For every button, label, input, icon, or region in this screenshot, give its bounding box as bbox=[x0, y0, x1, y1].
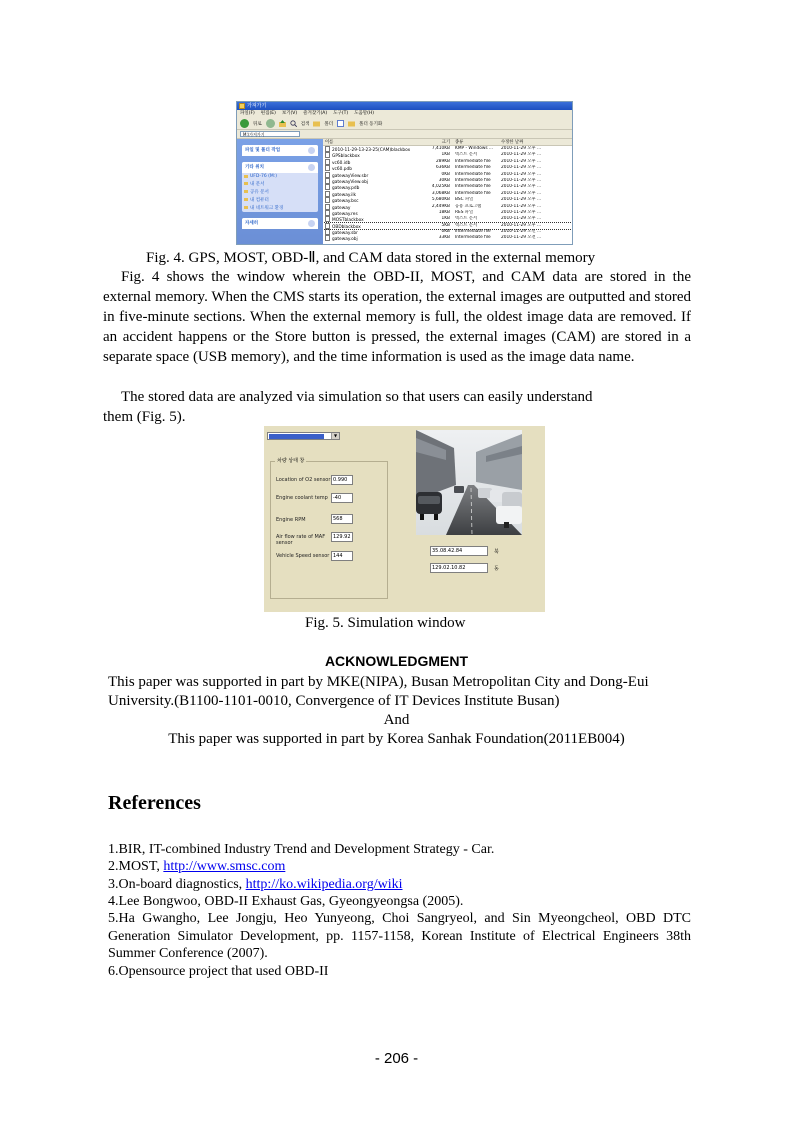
sync-button-label[interactable]: 폴더 동기화 bbox=[359, 121, 383, 127]
field-label: Engine coolant temp bbox=[276, 495, 328, 501]
file-modified: 2010-11-29 오후 ... bbox=[501, 177, 542, 183]
views-icon[interactable] bbox=[337, 120, 344, 127]
file-size: 30KB bbox=[438, 177, 450, 183]
file-size: 0KB bbox=[441, 229, 450, 235]
file-name: 2010-11-29-13-23-25(CAM)blackbox bbox=[323, 146, 425, 152]
file-size: 5,680KB bbox=[431, 197, 450, 203]
acknowledgment-and: And bbox=[383, 712, 410, 728]
back-icon[interactable] bbox=[240, 119, 249, 128]
file-size: 33KB bbox=[438, 235, 450, 241]
acknowledgment-line-1: This paper was supported in part by MKE(NIPA), Busan Metropolitan City and Dong-Eui bbox=[108, 674, 649, 690]
explorer-window-title: 가져가기 bbox=[247, 103, 267, 109]
explorer-toolbar bbox=[237, 118, 572, 130]
file-type: BSC 파일 bbox=[455, 197, 474, 203]
file-name: gatewayView.obj bbox=[323, 178, 425, 184]
file-name: GPSblackbox bbox=[323, 152, 425, 158]
file-type: 텍스트 문서 bbox=[455, 152, 478, 158]
file-name: gateway.bsc bbox=[323, 197, 425, 203]
file-modified: 2010-11-29 오후 ... bbox=[501, 146, 542, 151]
file-name: vc60.pdb bbox=[323, 165, 425, 171]
file-modified: 2010-11-29 오전 ... bbox=[501, 229, 542, 235]
body-paragraph-2-line-1: The stored data are analyzed via simulation so that users can easily understand bbox=[121, 389, 593, 405]
sync-folder-icon[interactable] bbox=[348, 120, 355, 127]
reference-6: 6.Opensource project that used OBD-II bbox=[108, 964, 329, 979]
file-name: gateway.sbr bbox=[323, 229, 425, 235]
file-type: RES 파일 bbox=[455, 209, 474, 215]
reference-2-text: 2.MOST, bbox=[108, 859, 164, 874]
vehicle-status-group bbox=[270, 458, 388, 599]
place-link[interactable]: UFD-76 (M:) bbox=[242, 173, 318, 180]
place-link[interactable]: 공유 문서 bbox=[242, 188, 318, 196]
field-label: Vehicle Speed sensor bbox=[276, 553, 330, 559]
file-name: gateway.res bbox=[323, 210, 425, 216]
file-name: gateway.ilk bbox=[323, 191, 425, 197]
file-modified: 2010-11-29 오후 ... bbox=[501, 190, 542, 196]
column-type[interactable]: 종류 bbox=[455, 140, 464, 145]
place-link[interactable]: 내 컴퓨터 bbox=[242, 196, 318, 204]
coolant-temp-value: -40 bbox=[331, 493, 353, 503]
longitude-value: 129.02.10.82 bbox=[430, 563, 488, 573]
file-size: 18KB bbox=[438, 209, 450, 215]
file-modified: 2010-11-29 오후 ... bbox=[501, 184, 542, 190]
explorer-task-pane bbox=[237, 139, 323, 244]
file-type: Intermediate file bbox=[455, 171, 491, 177]
column-size[interactable]: 크기 bbox=[441, 140, 450, 145]
file-type: Intermediate file bbox=[455, 229, 491, 235]
file-size: 5KB bbox=[441, 222, 450, 228]
page-number: - 206 - bbox=[374, 1050, 419, 1067]
file-type: 텍스트 문서 bbox=[455, 216, 478, 222]
file-list-header bbox=[323, 139, 572, 146]
file-modified: 2010-11-29 오후 ... bbox=[501, 222, 542, 228]
task-panel-title: 기타 위치 bbox=[245, 165, 264, 170]
file-modified: 2010-11-29 오후 ... bbox=[501, 171, 542, 177]
file-type: Intermediate file bbox=[455, 158, 491, 164]
file-modified: 2010-11-29 오후 ... bbox=[501, 152, 542, 158]
reference-3-text: 3.On-board diagnostics, bbox=[108, 877, 246, 892]
up-folder-icon[interactable] bbox=[279, 120, 286, 127]
file-type: 텍스트 문서 bbox=[455, 222, 478, 228]
file-size: 2,449KB bbox=[431, 203, 450, 209]
menu-view[interactable]: 보기(V) bbox=[281, 111, 298, 116]
explorer-title-bar bbox=[237, 102, 572, 110]
port-select-highlight bbox=[269, 434, 324, 439]
file-name: MOSTblackbox bbox=[323, 216, 425, 222]
file-size: 1KB bbox=[441, 152, 450, 158]
file-modified: 2010-11-29 오후 ... bbox=[501, 197, 542, 203]
vehicle-status-group-title: 차량 상태 창 bbox=[277, 458, 305, 464]
maf-airflow-value: 129.92 bbox=[331, 532, 353, 542]
field-label: Engine RPM bbox=[276, 517, 306, 523]
folders-button-label[interactable]: 폴더 bbox=[324, 121, 334, 127]
file-name: gatewayView.sbr bbox=[323, 172, 425, 178]
longitude-unit: 동 bbox=[494, 566, 499, 572]
file-size: 4,025KB bbox=[431, 184, 450, 190]
field-label: Location of O2 sensor bbox=[276, 477, 331, 483]
reference-4: 4.Lee Bongwoo, OBD-II Exhaust Gas, Gyeongyeongsa (2005). bbox=[108, 894, 464, 909]
file-type: Intermediate file bbox=[455, 184, 491, 190]
chevron-icon[interactable] bbox=[308, 147, 315, 154]
vehicle-speed-value: 144 bbox=[331, 551, 353, 561]
latitude-unit: 북 bbox=[494, 549, 499, 555]
file-modified: 2010-11-29 오후 ... bbox=[501, 158, 542, 164]
reference-3-link[interactable]: http://ko.wikipedia.org/wiki bbox=[245, 877, 403, 892]
file-name: gateway.obj bbox=[323, 235, 425, 241]
reference-5: 5.Ha Gwangho, Lee Jongju, Heo Yunyeong, Choi Sangryeol, and Sin Myeongcheol, OBD DTC Generation Simulator Development, pp. 1157-1158, Korean Institute of Electrical Engineers 38th Summer Conference (2007). bbox=[108, 911, 691, 961]
file-size: 1KB bbox=[441, 216, 450, 222]
latitude-value: 35.08.42.84 bbox=[430, 546, 488, 556]
body-paragraph-1: Fig. 4 shows the window wherein the OBD-II, MOST, and CAM data are stored in the external memory. When the CMS starts its operation, the external images are outputted and stored in five-minute sections. When the external memory is full, the oldest image data are removed. If an accident happens or the Store button is pressed, the external images (CAM) are stored in a separate space (USB memory), and the time information is used as the image data name. bbox=[103, 269, 691, 365]
folder-icon bbox=[239, 103, 245, 109]
acknowledgment-line-3: This paper was supported in part by Korea Sanhak Foundation(2011EB004) bbox=[168, 731, 625, 747]
figure-5-simulation-screenshot bbox=[264, 426, 545, 612]
file-modified: 2010-11-29 오후 ... bbox=[501, 209, 542, 215]
file-size: 3,068KB bbox=[431, 190, 450, 196]
file-modified: 2010-11-29 오전 ... bbox=[501, 235, 542, 241]
acknowledgment-line-2: University.(B1100-1101-0010, Convergence of IT Devices Institute Busan) bbox=[108, 693, 560, 709]
engine-rpm-value: 568 bbox=[331, 514, 353, 524]
menu-help[interactable]: 도움말(H) bbox=[354, 111, 375, 116]
file-type: Intermediate file bbox=[455, 165, 491, 171]
file-size: 7,410KB bbox=[431, 146, 450, 151]
file-modified: 2010-11-29 오후 ... bbox=[501, 216, 542, 222]
menu-favorites[interactable]: 즐겨찾기(A) bbox=[303, 111, 328, 116]
menu-file[interactable]: 파일(F) bbox=[240, 111, 255, 116]
file-type: Intermediate file bbox=[455, 235, 491, 241]
explorer-address-bar bbox=[237, 130, 572, 139]
column-modified[interactable]: 수정한 날짜 bbox=[501, 140, 524, 145]
forward-icon[interactable] bbox=[266, 119, 275, 128]
o2-sensor-value: 0.990 bbox=[331, 475, 353, 485]
search-button-label[interactable]: 검색 bbox=[300, 121, 310, 127]
file-list bbox=[323, 139, 572, 244]
chevron-icon[interactable] bbox=[308, 164, 315, 171]
figure-5-caption: Fig. 5. Simulation window bbox=[305, 615, 466, 631]
column-name[interactable]: 이름 bbox=[325, 140, 334, 145]
explorer-menu-bar bbox=[237, 110, 572, 118]
file-name: vc60.idb bbox=[323, 159, 425, 165]
reference-3 bbox=[108, 876, 691, 894]
search-icon[interactable] bbox=[290, 120, 297, 127]
camera-view-image bbox=[416, 430, 522, 535]
chevron-icon[interactable] bbox=[308, 220, 315, 227]
file-size: 636KB bbox=[436, 165, 450, 171]
menu-edit[interactable]: 편집(E) bbox=[260, 111, 276, 116]
figure-4-caption: Fig. 4. GPS, MOST, OBD-Ⅱ, and CAM data stored in the external memory bbox=[146, 250, 596, 266]
chevron-down-icon[interactable]: ▼ bbox=[331, 433, 339, 439]
references-heading: References bbox=[108, 792, 201, 814]
file-modified: 2010-11-29 오후 ... bbox=[501, 203, 542, 209]
port-select[interactable] bbox=[267, 432, 340, 440]
body-paragraph-2-line-2: them (Fig. 5). bbox=[103, 409, 186, 425]
back-button-label[interactable]: 뒤로 bbox=[253, 121, 262, 127]
folders-icon[interactable] bbox=[313, 120, 320, 127]
file-size: 289KB bbox=[436, 158, 450, 164]
task-panel-file-folder bbox=[242, 145, 318, 156]
task-panel-title: 자세히 bbox=[245, 221, 259, 226]
task-panel-other-places bbox=[242, 162, 318, 212]
file-name: OBDblackbox bbox=[323, 223, 425, 229]
file-type: Intermediate file bbox=[455, 190, 491, 196]
file-modified: 2010-11-29 오후 ... bbox=[501, 165, 542, 171]
acknowledgment-heading: ACKNOWLEDGMENT bbox=[324, 653, 469, 669]
file-row[interactable] bbox=[323, 235, 572, 241]
address-field[interactable]: M:\가져가기 bbox=[240, 131, 300, 137]
task-panel-title: 파일 및 폴더 작업 bbox=[245, 148, 281, 153]
figure-4-explorer-screenshot bbox=[236, 101, 573, 245]
file-type: Intermediate file bbox=[455, 177, 491, 183]
file-size: 0KB bbox=[441, 171, 450, 177]
file-type: 응용 프로그램 bbox=[455, 203, 482, 209]
task-panel-details bbox=[242, 218, 318, 229]
reference-2 bbox=[108, 858, 691, 876]
place-link[interactable]: 내 문서 bbox=[242, 180, 318, 188]
file-type: KMP - Windows ... bbox=[455, 146, 494, 151]
field-label: Air flow rate of MAF sensor bbox=[276, 534, 326, 546]
file-name: gateway.pdb bbox=[323, 184, 425, 190]
menu-tools[interactable]: 도구(T) bbox=[333, 111, 349, 116]
reference-1: 1.BIR, IT-combined Industry Trend and Development Strategy - Car. bbox=[108, 842, 495, 857]
reference-2-link[interactable]: http://www.smsc.com bbox=[163, 859, 286, 874]
place-link[interactable]: 내 네트워크 환경 bbox=[242, 204, 318, 212]
file-name: gateway bbox=[323, 204, 425, 210]
